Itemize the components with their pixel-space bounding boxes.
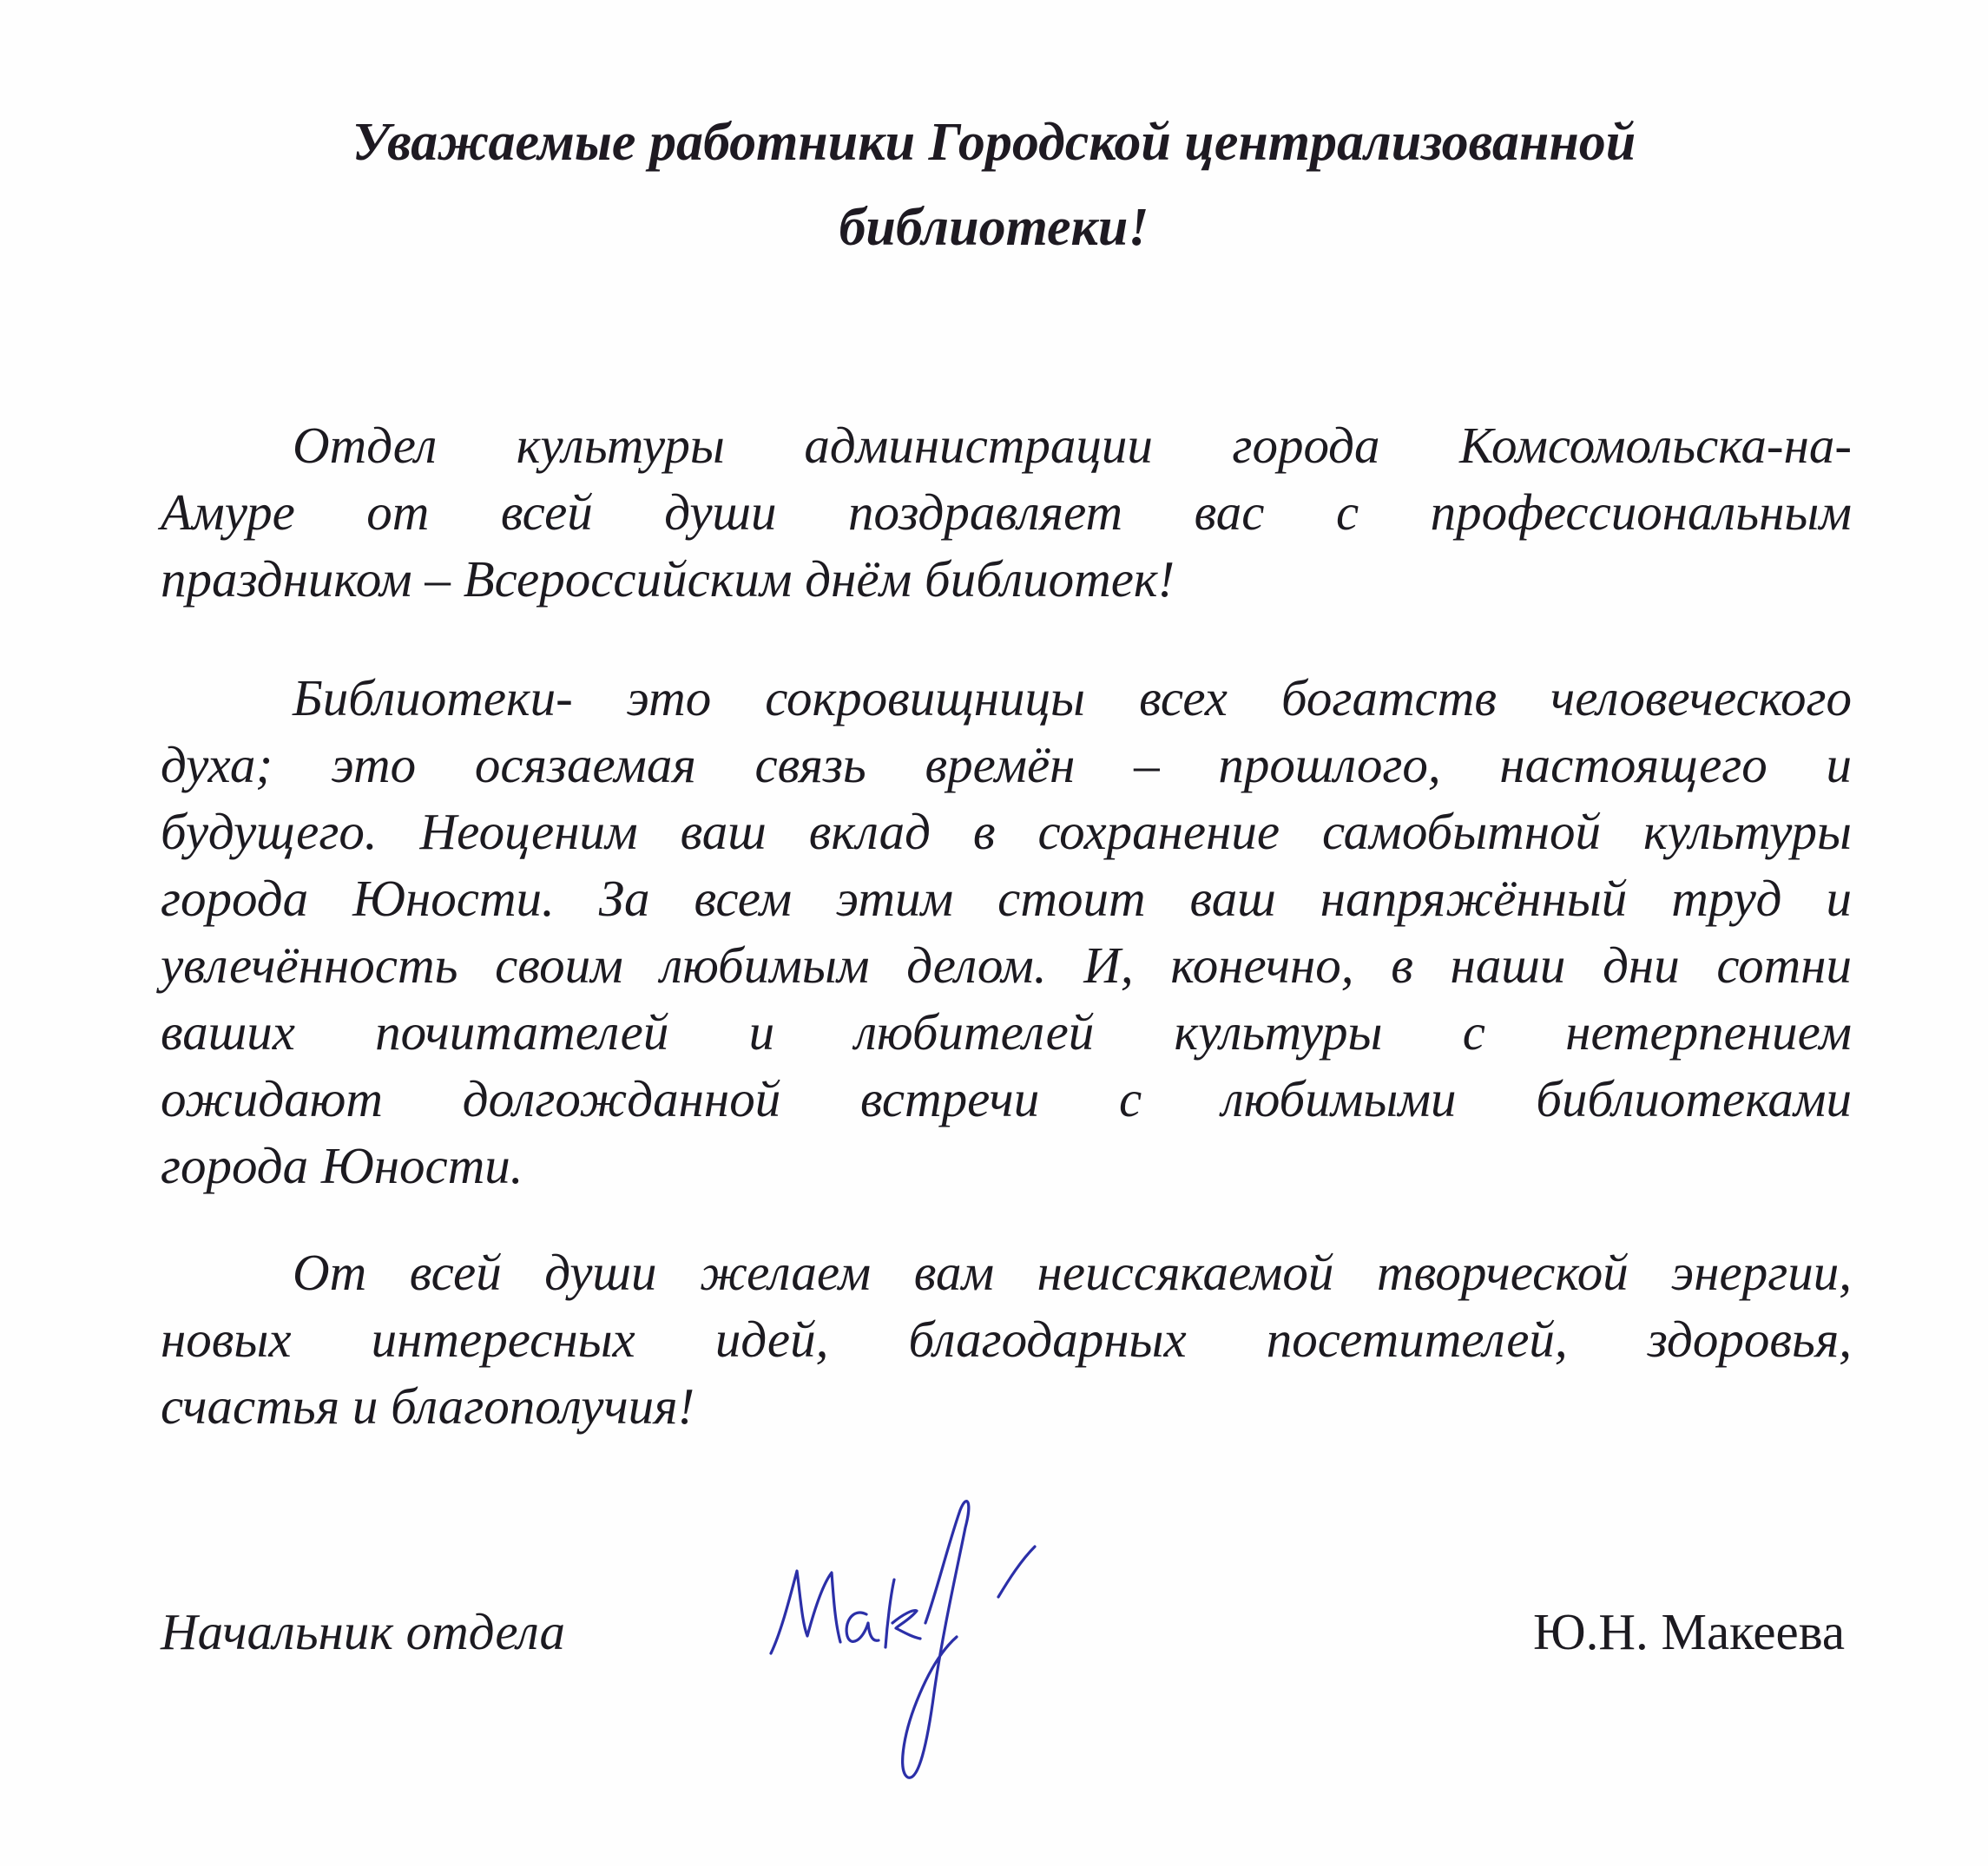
paragraph-line: будущего. Неоценим ваш вклад в сохранение самобытной культуры [161,803,1852,860]
paragraph-line: ваших почитателей и любителей культуры с нетерпением [161,1003,1852,1061]
heading-line: Уважаемые работники Городской централизованной [352,113,1636,172]
signatory-title: Начальник отдела [161,1603,566,1660]
paragraph-line: города Юности. За всем этим стоит ваш напряжённый труд и [161,870,1852,927]
letter-heading [217,100,1771,270]
paragraph-line: духа; это осязаемая связь времён – прошлого, настоящего и [161,736,1852,793]
paragraph-line: Отдел культуры администрации города Комсомольска-на- [293,417,1852,474]
paragraph-congratulation [161,412,1852,613]
handwritten-signature [764,1493,1076,1788]
paragraph-libraries [161,665,1852,1199]
paragraph-line: увлечённость своим любимым делом. И, конечно, в наши дни сотни [161,936,1852,994]
signatory-name: Ю.Н. Макеева [1533,1603,1845,1660]
paragraph-line: Амуре от всей души поздравляет вас с профессиональным [161,483,1852,541]
heading-line: библиотеки! [839,198,1149,257]
paragraph-line: счастья и благополучия! [161,1377,695,1435]
paragraph-line: праздником – Всероссийским днём библиотек! [161,550,1175,608]
paragraph-line: ожидают долгожданной встречи с любимыми библиотеками [161,1070,1852,1127]
paragraph-line: города Юности. [161,1137,523,1194]
paragraph-line: новых интересных идей, благодарных посетителей, здоровья, [161,1311,1852,1368]
paragraph-line: Библиотеки- это сокровищницы всех богатств человеческого [293,669,1852,726]
paragraph-line: От всей души желаем вам неиссякаемой творческой энергии, [293,1244,1852,1301]
paragraph-wishes [161,1239,1852,1440]
